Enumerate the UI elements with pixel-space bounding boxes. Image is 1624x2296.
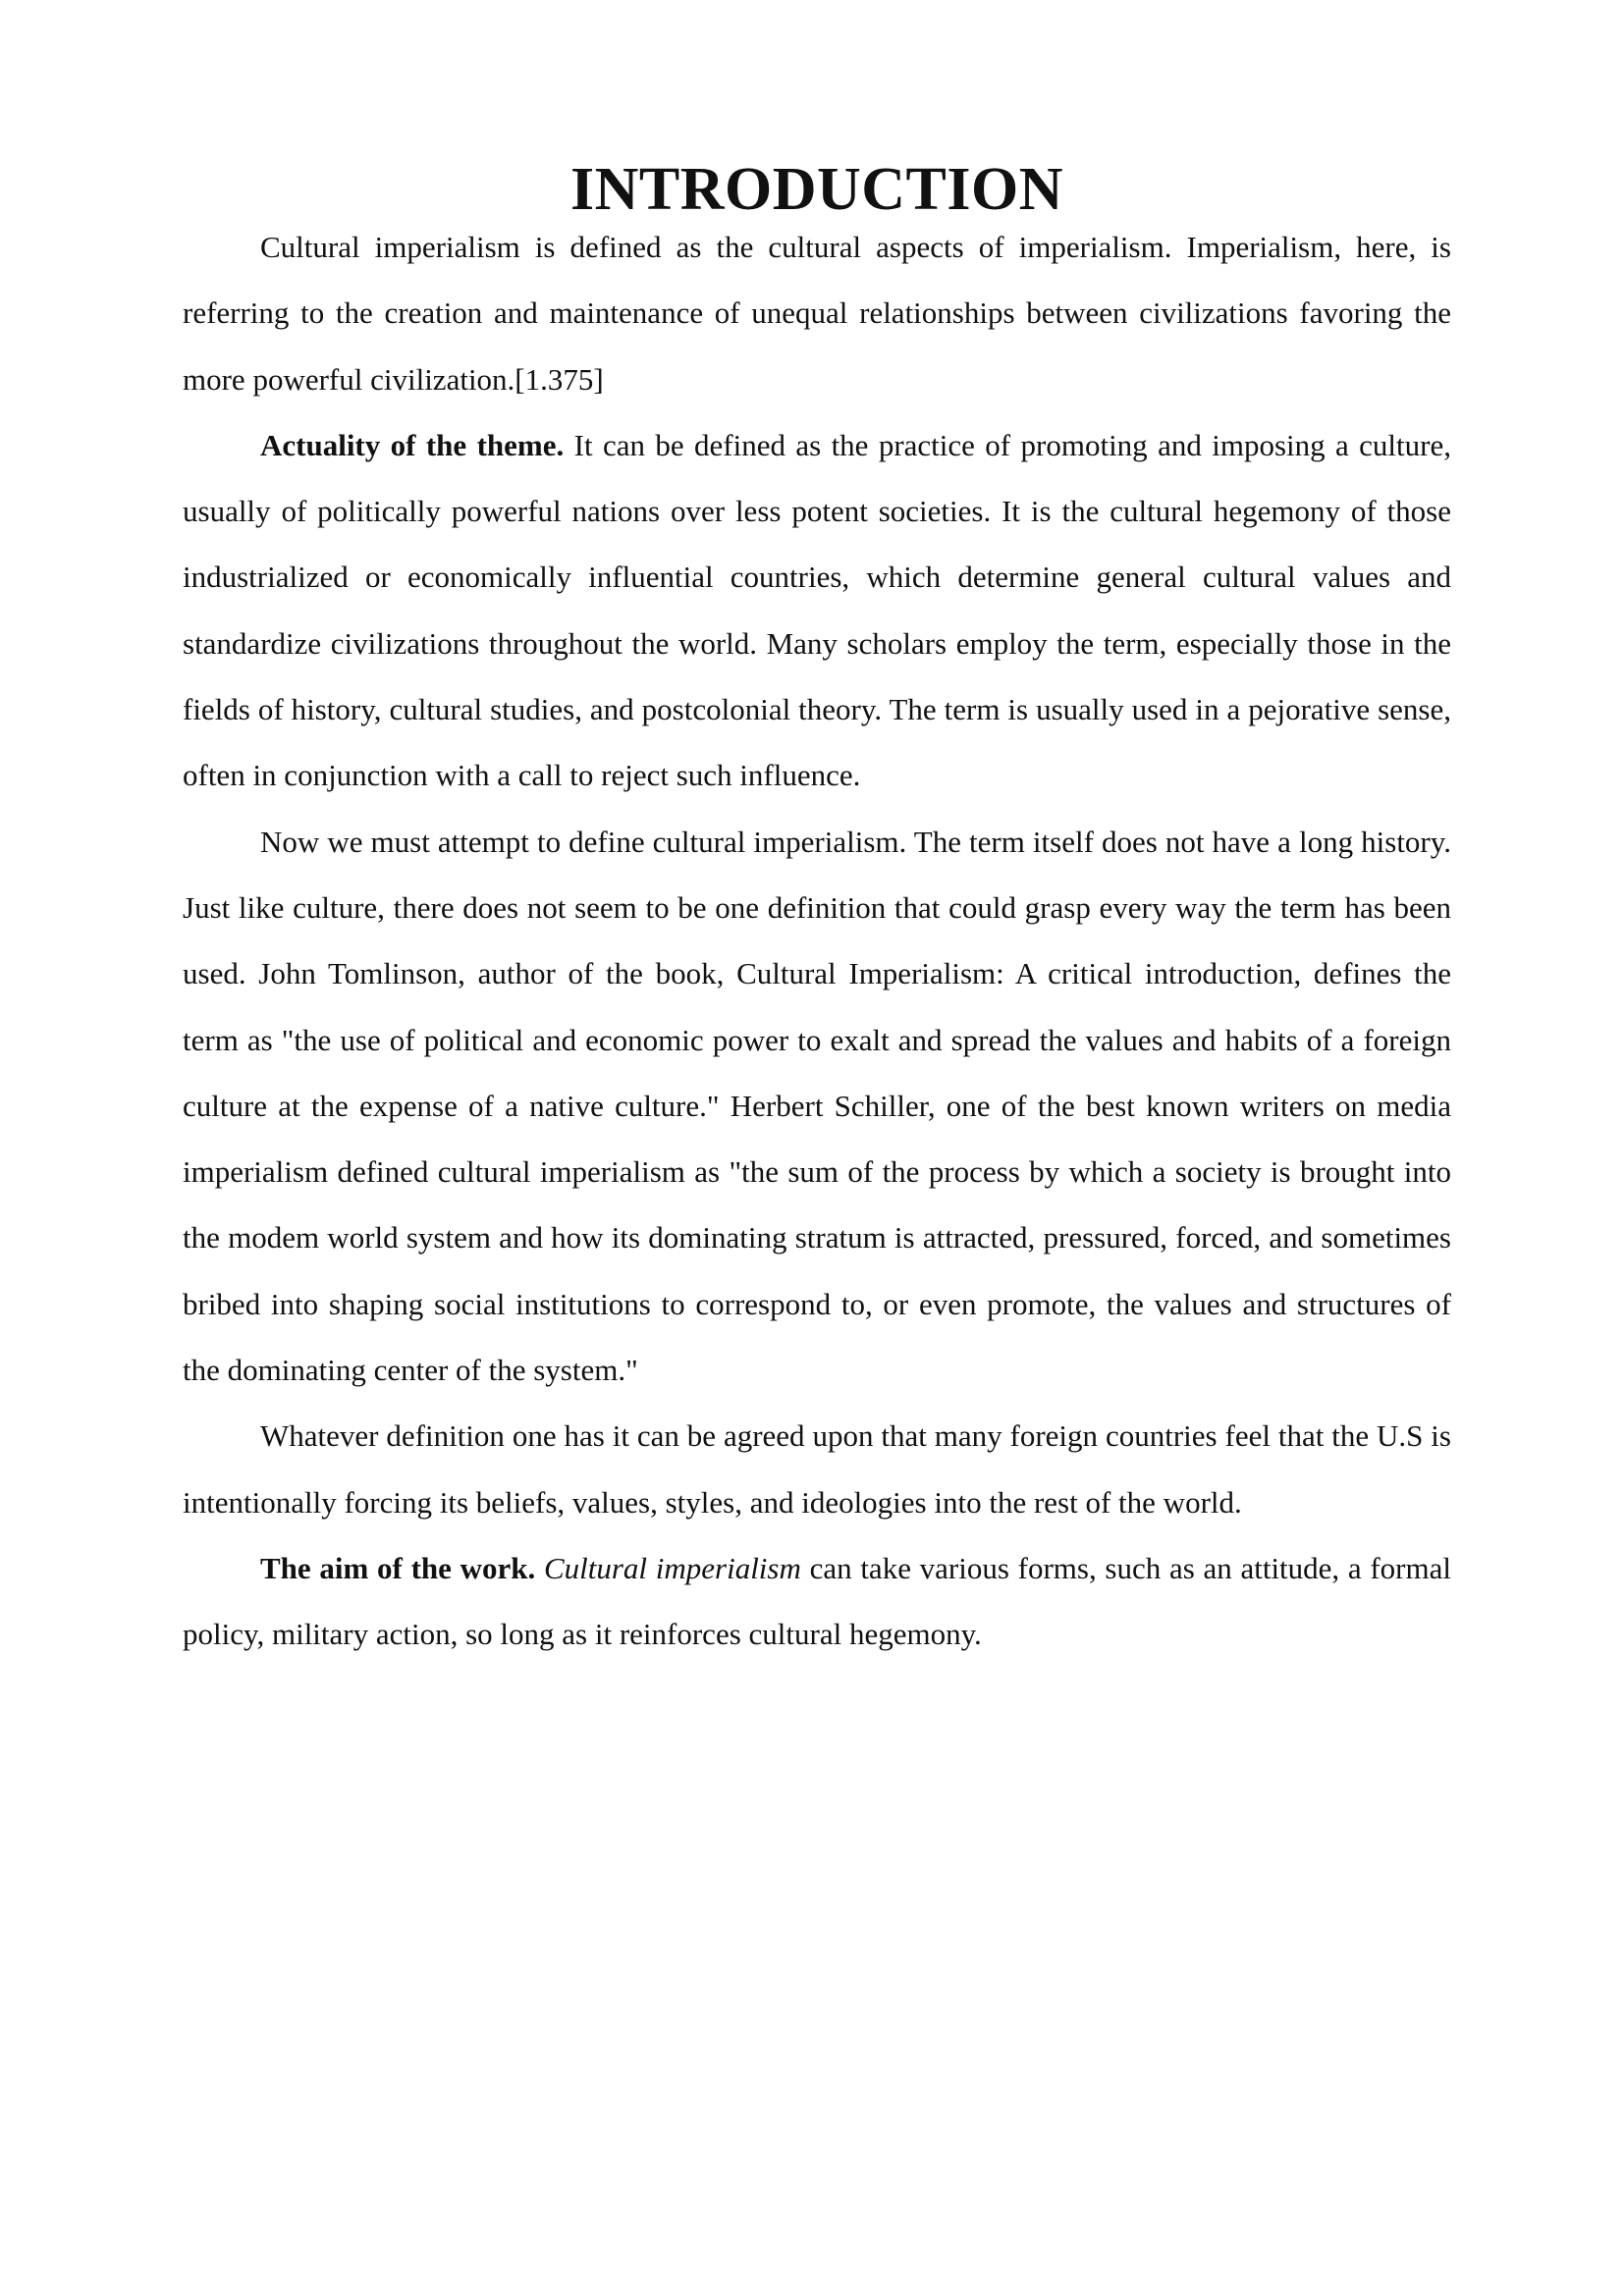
paragraph-text: Cultural imperialism is defined as the cultural aspects of imperialism. Imperialism, here, is referring to the creation and maintenance of unequal relationships between civilizations favoring the more powerful civilization.[1.375] <box>183 230 1451 397</box>
paragraph-aim <box>183 1535 1451 1668</box>
paragraph-italic-term: Cultural imperialism <box>543 1550 801 1585</box>
paragraph-text: Now we must attempt to define cultural imperialism. The term itself does not have a long history. Just like culture, there does not seem to be one definition that could grasp every way the term has been used. John Tomlinson, author of the book, Cultural Imperialism: A critical introduction, defines the term as "the use of political and economic power to exalt and spread the values and habits of a foreign culture at the expense of a native culture." Herbert Schiller, one of the best known writers on media imperialism defined cultural imperialism as "the sum of the process by which a society is brought into the modem world system and how its dominating stratum is attracted, pressured, forced, and sometimes bribed into shaping social institutions to correspond to, or even promote, the values and structures of the dominating center of the system." <box>183 824 1451 1388</box>
paragraph-us-influence <box>183 1403 1451 1535</box>
paragraph-definition <box>183 214 1451 412</box>
paragraph-definition-attempt <box>183 809 1451 1404</box>
paragraph-lead-aim: The aim of the work. <box>260 1550 536 1585</box>
paragraph-text: Whatever definition one has it can be agreed upon that many foreign countries feel that the U.S is intentionally forcing its beliefs, values, styles, and ideologies into the rest of the world. <box>183 1418 1451 1520</box>
paragraph-text: It can be defined as the practice of promoting and imposing a culture, usually of politically powerful nations over less potent societies. It is the cultural hegemony of those industrialized or economically influential countries, which determine general cultural values and standardize civilizations throughout the world. Many scholars employ the term, especially those in the fields of history, cultural studies, and postcolonial theory. The term is usually used in a pejorative sense, often in conjunction with a call to reject such influence. <box>183 427 1451 793</box>
paragraph-text: can take various forms, such as an attitude, a formal policy, military action, so long as it reinforces cultural hegemony. <box>183 1550 1451 1652</box>
paragraph-actuality <box>183 412 1451 809</box>
paragraph-lead-actuality: Actuality of the theme. <box>260 427 565 462</box>
section-heading: INTRODUCTION <box>569 156 1064 223</box>
document-body <box>183 156 1451 1668</box>
